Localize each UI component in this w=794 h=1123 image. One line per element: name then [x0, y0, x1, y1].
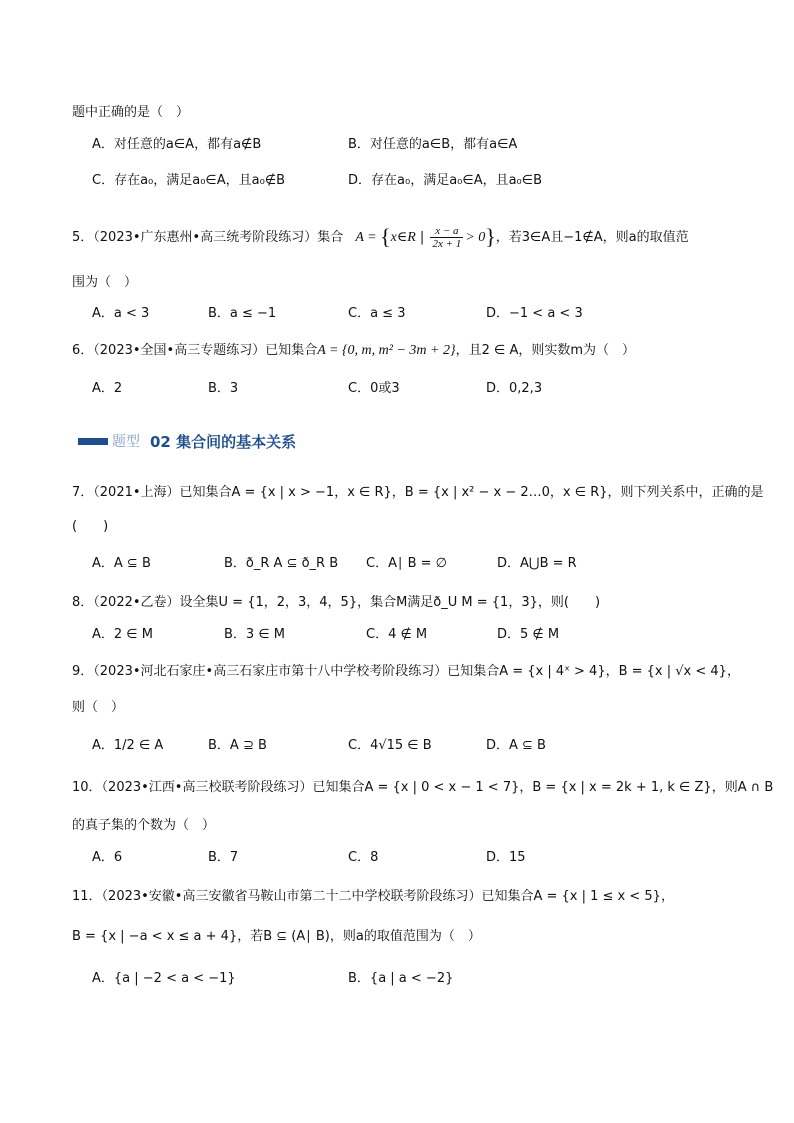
q6-option-a: A．2 — [92, 381, 123, 396]
q5-brace-open: { — [380, 224, 391, 249]
q9-stem-line2: 则（ ） — [72, 700, 125, 715]
q5-option-c: C．a ≤ 3 — [348, 306, 406, 321]
q5-brace-close: } — [485, 224, 496, 249]
q5-option-b: B．a ≤ −1 — [208, 306, 277, 321]
q5-frac-num: x − a — [430, 225, 463, 238]
question-5-stem — [72, 225, 689, 250]
q7-option-c: C．A∣ B = ∅ — [366, 556, 448, 571]
q7-option-b: B．ð_R A ⊆ ð_R B — [224, 556, 339, 571]
question-8-stem: 8．（2022•乙卷）设全集U = {1，2，3，4，5}，集合M满足ð_U M = {1，3}，则( ) — [72, 595, 601, 610]
q11-stem-line2: B = {x | −a < x ≤ a + 4}，若B ⊆ (A∣ B)，则a的取值范围为（ ） — [72, 929, 481, 944]
q5-set-divider: | — [415, 230, 429, 245]
q8-option-c: C．4 ∉ M — [366, 627, 428, 642]
q5-set-var: x∈R — [390, 230, 416, 245]
q5-set-cond: > 0 — [465, 230, 486, 245]
q10-stem-line2: 的真子集的个数为（ ） — [72, 818, 216, 833]
section-tag: 题型 — [112, 434, 140, 450]
q5-option-d: D．−1 < a < 3 — [486, 306, 583, 321]
section-title: 02 集合间的基本关系 — [150, 432, 297, 451]
q9-option-b: B．A ⊇ B — [208, 738, 267, 753]
q5-fraction — [430, 225, 463, 250]
q7-option-a: A．A ⊆ B — [92, 556, 151, 571]
q8-option-b: B．3 ∈ M — [224, 627, 285, 642]
q8-option-a: A．2 ∈ M — [92, 627, 153, 642]
question-10-stem: 10．（2023•江西•高三校联考阶段练习）已知集合A = {x | 0 < x − 1 < 7}，B = {x | x = 2k + 1, k ∈ Z}，则A ∩ B — [72, 780, 774, 795]
q8-option-d: D．5 ∉ M — [497, 627, 560, 642]
q4-option-a: A．对任意的a∈A，都有a∉B — [92, 137, 262, 152]
section-header — [78, 428, 296, 454]
q6-option-d: D．0,2,3 — [486, 381, 543, 396]
q7-stem-line2: ( ) — [72, 519, 109, 534]
q11-option-a: A．{a | −2 < a < −1} — [92, 971, 236, 986]
q7-option-d: D．A⋃B = R — [497, 556, 577, 571]
q9-option-c: C．4√15 ∈ B — [348, 738, 432, 753]
section-bar-decoration — [78, 438, 108, 445]
q5-stem-prefix: 5．（2023•广东惠州•高三统考阶段练习）集合 — [72, 230, 344, 245]
q11-option-b: B．{a | a < −2} — [348, 971, 454, 986]
q6-option-c: C．0或3 — [348, 381, 400, 396]
question-9-stem: 9．（2023•河北石家庄•高三石家庄市第十八中学校考阶段练习）已知集合A = {x | 4ˣ > 4}，B = {x | √x < 4}， — [72, 664, 740, 679]
q6-stem-suffix: ，且2 ∈ A，则实数m为（ ） — [455, 343, 635, 358]
q6-set: A = {0, m, m² − 3m + 2} — [317, 343, 456, 358]
q5-option-a: A．a < 3 — [92, 306, 150, 321]
q5-set-lhs: A = — [355, 230, 381, 245]
q6-option-b: B．3 — [208, 381, 239, 396]
q10-option-d: D．15 — [486, 850, 526, 865]
question-6-stem — [72, 342, 635, 360]
question-7-stem: 7．（2021•上海）已知集合A = {x | x > −1，x ∈ R}，B = {x | x² − x − 2…0，x ∈ R}，则下列关系中，正确的是 — [72, 485, 764, 500]
question-4-tail: 题中正确的是（ ） — [72, 105, 190, 120]
q5-stem-line2: 围为（ ） — [72, 275, 138, 290]
q4-option-b: B．对任意的a∈B，都有a∈A — [348, 137, 518, 152]
q9-option-a: A．1/2 ∈ A — [92, 738, 164, 753]
q5-frac-den: 2x + 1 — [432, 238, 462, 250]
q5-stem-suffix: ，若3∈A且−1∉A，则a的取值范 — [495, 230, 689, 245]
q4-option-d: D．存在a₀，满足a₀∈A，且a₀∈B — [348, 173, 543, 188]
q4-option-c: C．存在a₀，满足a₀∈A，且a₀∉B — [92, 173, 286, 188]
q9-option-d: D．A ⊆ B — [486, 738, 546, 753]
question-11-stem: 11．（2023•安徽•高三安徽省马鞍山市第二十二中学校联考阶段练习）已知集合A = {x | 1 ≤ x < 5}， — [72, 889, 674, 904]
q10-option-a: A．6 — [92, 850, 123, 865]
q10-option-b: B．7 — [208, 850, 239, 865]
q10-option-c: C．8 — [348, 850, 379, 865]
q6-stem-prefix: 6．（2023•全国•高三专题练习）已知集合 — [72, 343, 318, 358]
